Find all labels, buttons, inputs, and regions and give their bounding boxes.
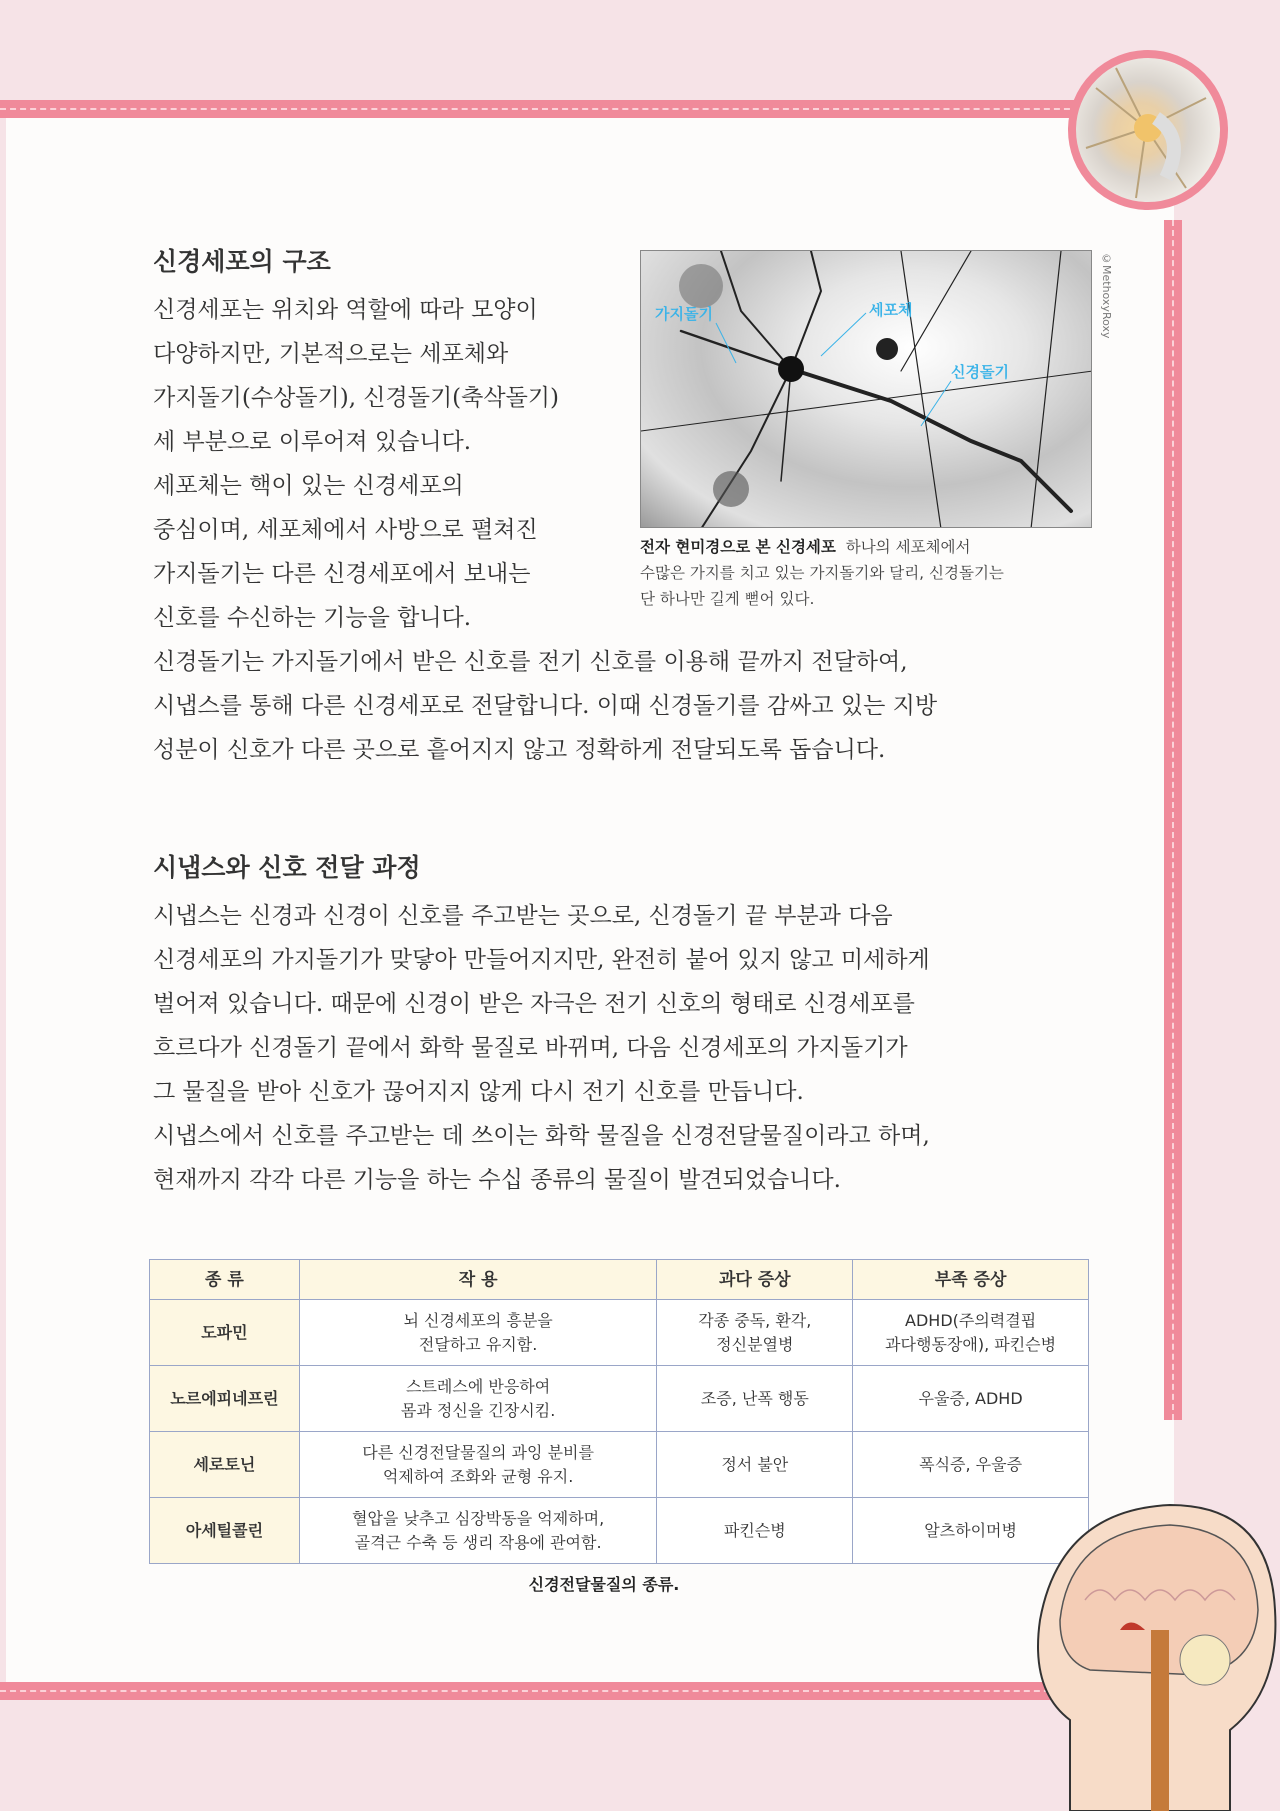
cell-line: 과다행동장애), 파킨슨병 xyxy=(885,1334,1057,1354)
cell-line: 도파민 xyxy=(201,1322,248,1342)
cell-action xyxy=(299,1300,657,1366)
cell-line: ADHD(주의력결핍 xyxy=(905,1310,1037,1330)
text-line: 중심이며, 세포체에서 사방으로 펼쳐진 xyxy=(153,517,538,543)
header-action: 작 용 xyxy=(299,1260,657,1300)
cell-excess xyxy=(657,1432,853,1498)
caption-title: 전자 현미경으로 본 신경세포 xyxy=(640,538,836,556)
right-border xyxy=(1164,220,1182,1420)
cell-line: 우울증, ADHD xyxy=(918,1388,1023,1408)
table-row xyxy=(150,1300,1089,1366)
top-border xyxy=(0,100,1090,118)
header-type: 종 류 xyxy=(150,1260,300,1300)
photo-label-soma: 세포체 xyxy=(869,301,913,319)
text-line: 세 부분으로 이루어져 있습니다. xyxy=(153,429,472,455)
caption-line: 단 하나만 길게 뻗어 있다. xyxy=(640,590,815,608)
cell-line: 정신분열병 xyxy=(716,1334,794,1354)
text-line: 신경세포는 위치와 역할에 따라 모양이 xyxy=(153,297,538,323)
text-line: 신경세포의 가지돌기가 맞닿아 만들어지지만, 완전히 붙어 있지 않고 미세하게 xyxy=(153,947,930,973)
text-line: 그 물질을 받아 신호가 끊어지지 않게 다시 전기 신호를 만듭니다. xyxy=(153,1079,804,1105)
cell-type xyxy=(150,1432,300,1498)
text-line: 세포체는 핵이 있는 신경세포의 xyxy=(153,473,464,499)
cell-line: 전달하고 유지함. xyxy=(418,1334,538,1354)
cell-type xyxy=(150,1300,300,1366)
cell-line: 스트레스에 반응하여 xyxy=(406,1376,551,1396)
section-heading-synapse: 시냅스와 신호 전달 과정 xyxy=(153,853,421,882)
cell-excess xyxy=(657,1498,853,1564)
neurotransmitter-table xyxy=(149,1259,1089,1564)
text-line: 성분이 신호가 다른 곳으로 흩어지지 않고 정확하게 전달되도록 돕습니다. xyxy=(153,737,886,763)
table-row xyxy=(150,1366,1089,1432)
cell-deficiency xyxy=(853,1300,1089,1366)
text-line: 신호를 수신하는 기능을 합니다. xyxy=(153,605,472,631)
photo-caption xyxy=(640,534,1100,612)
photo-credit: ©MethoxyRoxy xyxy=(1100,252,1113,339)
text-line: 시냅스는 신경과 신경이 신호를 주고받는 곳으로, 신경돌기 끝 부분과 다음 xyxy=(153,903,893,929)
neuron-illustration-icon xyxy=(1068,50,1228,210)
header-excess: 과다 증상 xyxy=(657,1260,853,1300)
photo-label-dendrite: 가지돌기 xyxy=(655,305,713,323)
table-row xyxy=(150,1432,1089,1498)
cell-type xyxy=(150,1498,300,1564)
cell-action xyxy=(299,1432,657,1498)
text-line: 벌어져 있습니다. 때문에 신경이 받은 자극은 전기 신호의 형태로 신경세포를 xyxy=(153,991,915,1017)
cell-line: 파킨슨병 xyxy=(723,1520,786,1540)
cell-line: 골격근 수축 등 생리 작용에 관여함. xyxy=(354,1532,602,1552)
text-line: 시냅스를 통해 다른 신경세포로 전달합니다. 이때 신경돌기를 감싸고 있는 지방 xyxy=(153,693,938,719)
cell-line: 몸과 정신을 긴장시킴. xyxy=(400,1400,556,1420)
cell-line: 뇌 신경세포의 흥분을 xyxy=(403,1310,553,1330)
cell-line: 조증, 난폭 행동 xyxy=(700,1388,809,1408)
text-line: 흐르다가 신경돌기 끝에서 화학 물질로 바뀌며, 다음 신경세포의 가지돌기가 xyxy=(153,1035,908,1061)
text-line: 현재까지 각각 다른 기능을 하는 수십 종류의 물질이 발견되었습니다. xyxy=(153,1167,841,1193)
cell-deficiency xyxy=(853,1432,1089,1498)
cell-deficiency xyxy=(853,1366,1089,1432)
cell-type xyxy=(150,1366,300,1432)
cell-line: 세로토닌 xyxy=(193,1454,256,1474)
text-line: 가지돌기는 다른 신경세포에서 보내는 xyxy=(153,561,531,587)
text-line: 신경돌기는 가지돌기에서 받은 신호를 전기 신호를 이용해 끝까지 전달하여, xyxy=(153,649,908,675)
cell-action xyxy=(299,1498,657,1564)
cell-line: 다른 신경전달물질의 과잉 분비를 xyxy=(362,1442,594,1462)
photo-label-axon: 신경돌기 xyxy=(951,363,1009,381)
cell-line: 폭식증, 우울증 xyxy=(919,1454,1023,1474)
cell-line: 아세틸콜린 xyxy=(185,1520,264,1540)
cell-line: 정서 불안 xyxy=(721,1454,789,1474)
table-caption: 신경전달물질의 종류. xyxy=(528,1575,680,1594)
bottom-border xyxy=(0,1682,1080,1700)
caption-line: 수많은 가지를 치고 있는 가지돌기와 달리, 신경돌기는 xyxy=(640,564,1004,582)
section-heading-structure: 신경세포의 구조 xyxy=(153,247,331,276)
brain-illustration-icon xyxy=(1030,1490,1280,1811)
cell-line: 노르에피네프린 xyxy=(170,1388,279,1408)
synapse-paragraph xyxy=(153,894,930,1202)
table-row xyxy=(150,1498,1089,1564)
caption-text: 하나의 세포체에서 xyxy=(845,538,971,556)
cell-line: 각종 중독, 환각, xyxy=(698,1310,812,1330)
cell-action xyxy=(299,1366,657,1432)
text-line: 다양하지만, 기본적으로는 세포체와 xyxy=(153,341,509,367)
text-line: 가지돌기(수상돌기), 신경돌기(축삭돌기) xyxy=(153,385,560,411)
cell-excess xyxy=(657,1366,853,1432)
cell-line: 억제하여 조화와 균형 유지. xyxy=(382,1466,574,1486)
header-deficiency: 부족 증상 xyxy=(853,1260,1089,1300)
table-header-row xyxy=(150,1260,1089,1300)
cell-excess xyxy=(657,1300,853,1366)
cell-line: 혈압을 낮추고 심장박동을 억제하며, xyxy=(352,1508,605,1528)
cell-line: 알츠하이머병 xyxy=(924,1520,1017,1540)
neuron-micrograph xyxy=(640,250,1092,528)
text-line: 시냅스에서 신호를 주고받는 데 쓰이는 화학 물질을 신경전달물질이라고 하며, xyxy=(153,1123,930,1149)
